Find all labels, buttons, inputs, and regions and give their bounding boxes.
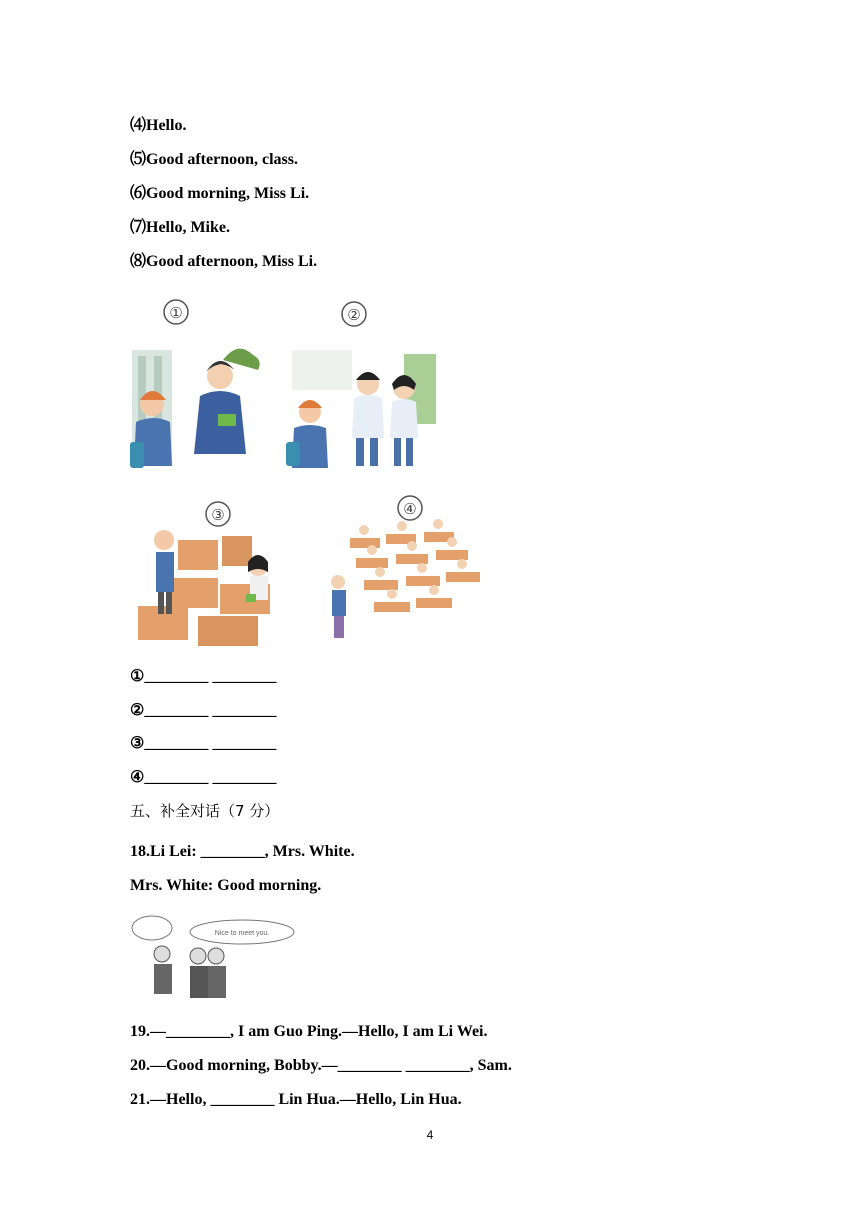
option-7: ⑺Hello, Mike. <box>130 219 230 236</box>
speech-bubble-text: Nice to meet you. <box>214 930 270 937</box>
picture-3-label: ③ <box>211 506 225 524</box>
picture-4-label: ④ <box>403 500 417 518</box>
question-19: 19.—________, I am Guo Ping.—Hello, I am Li Wei. <box>130 1023 488 1040</box>
section-heading: 五、补全对话（7 分） <box>130 802 280 820</box>
picture-4-illustration <box>320 490 490 645</box>
question-18: 18.Li Lei: ________, Mrs. White. <box>130 843 355 860</box>
picture-2-label: ② <box>347 306 361 324</box>
answer-line-2: ②________ ________ <box>130 702 277 719</box>
option-6: ⑹Good morning, Miss Li. <box>130 185 310 202</box>
option-8: ⑻Good afternoon, Miss Li. <box>130 253 318 270</box>
answer-line-4: ④________ ________ <box>130 769 277 786</box>
option-5: ⑸Good afternoon, class. <box>130 151 299 168</box>
page-number: 4 <box>426 1128 434 1142</box>
answer-line-3: ③________ ________ <box>130 735 277 752</box>
answer-line-1: ①________ ________ <box>130 668 277 685</box>
picture-2-illustration <box>284 292 444 482</box>
picture-1-label: ① <box>169 304 183 322</box>
option-4: ⑷Hello. <box>130 117 187 134</box>
dialog-illustration <box>130 914 296 1006</box>
question-20: 20.—Good morning, Bobby.—________ ________, Sam. <box>130 1057 512 1074</box>
picture-1-illustration <box>128 292 270 482</box>
picture-3-illustration <box>128 496 298 651</box>
question-21: 21.—Hello, ________ Lin Hua.—Hello, Lin Hua. <box>130 1091 462 1108</box>
question-18-reply: Mrs. White: Good morning. <box>130 877 322 894</box>
